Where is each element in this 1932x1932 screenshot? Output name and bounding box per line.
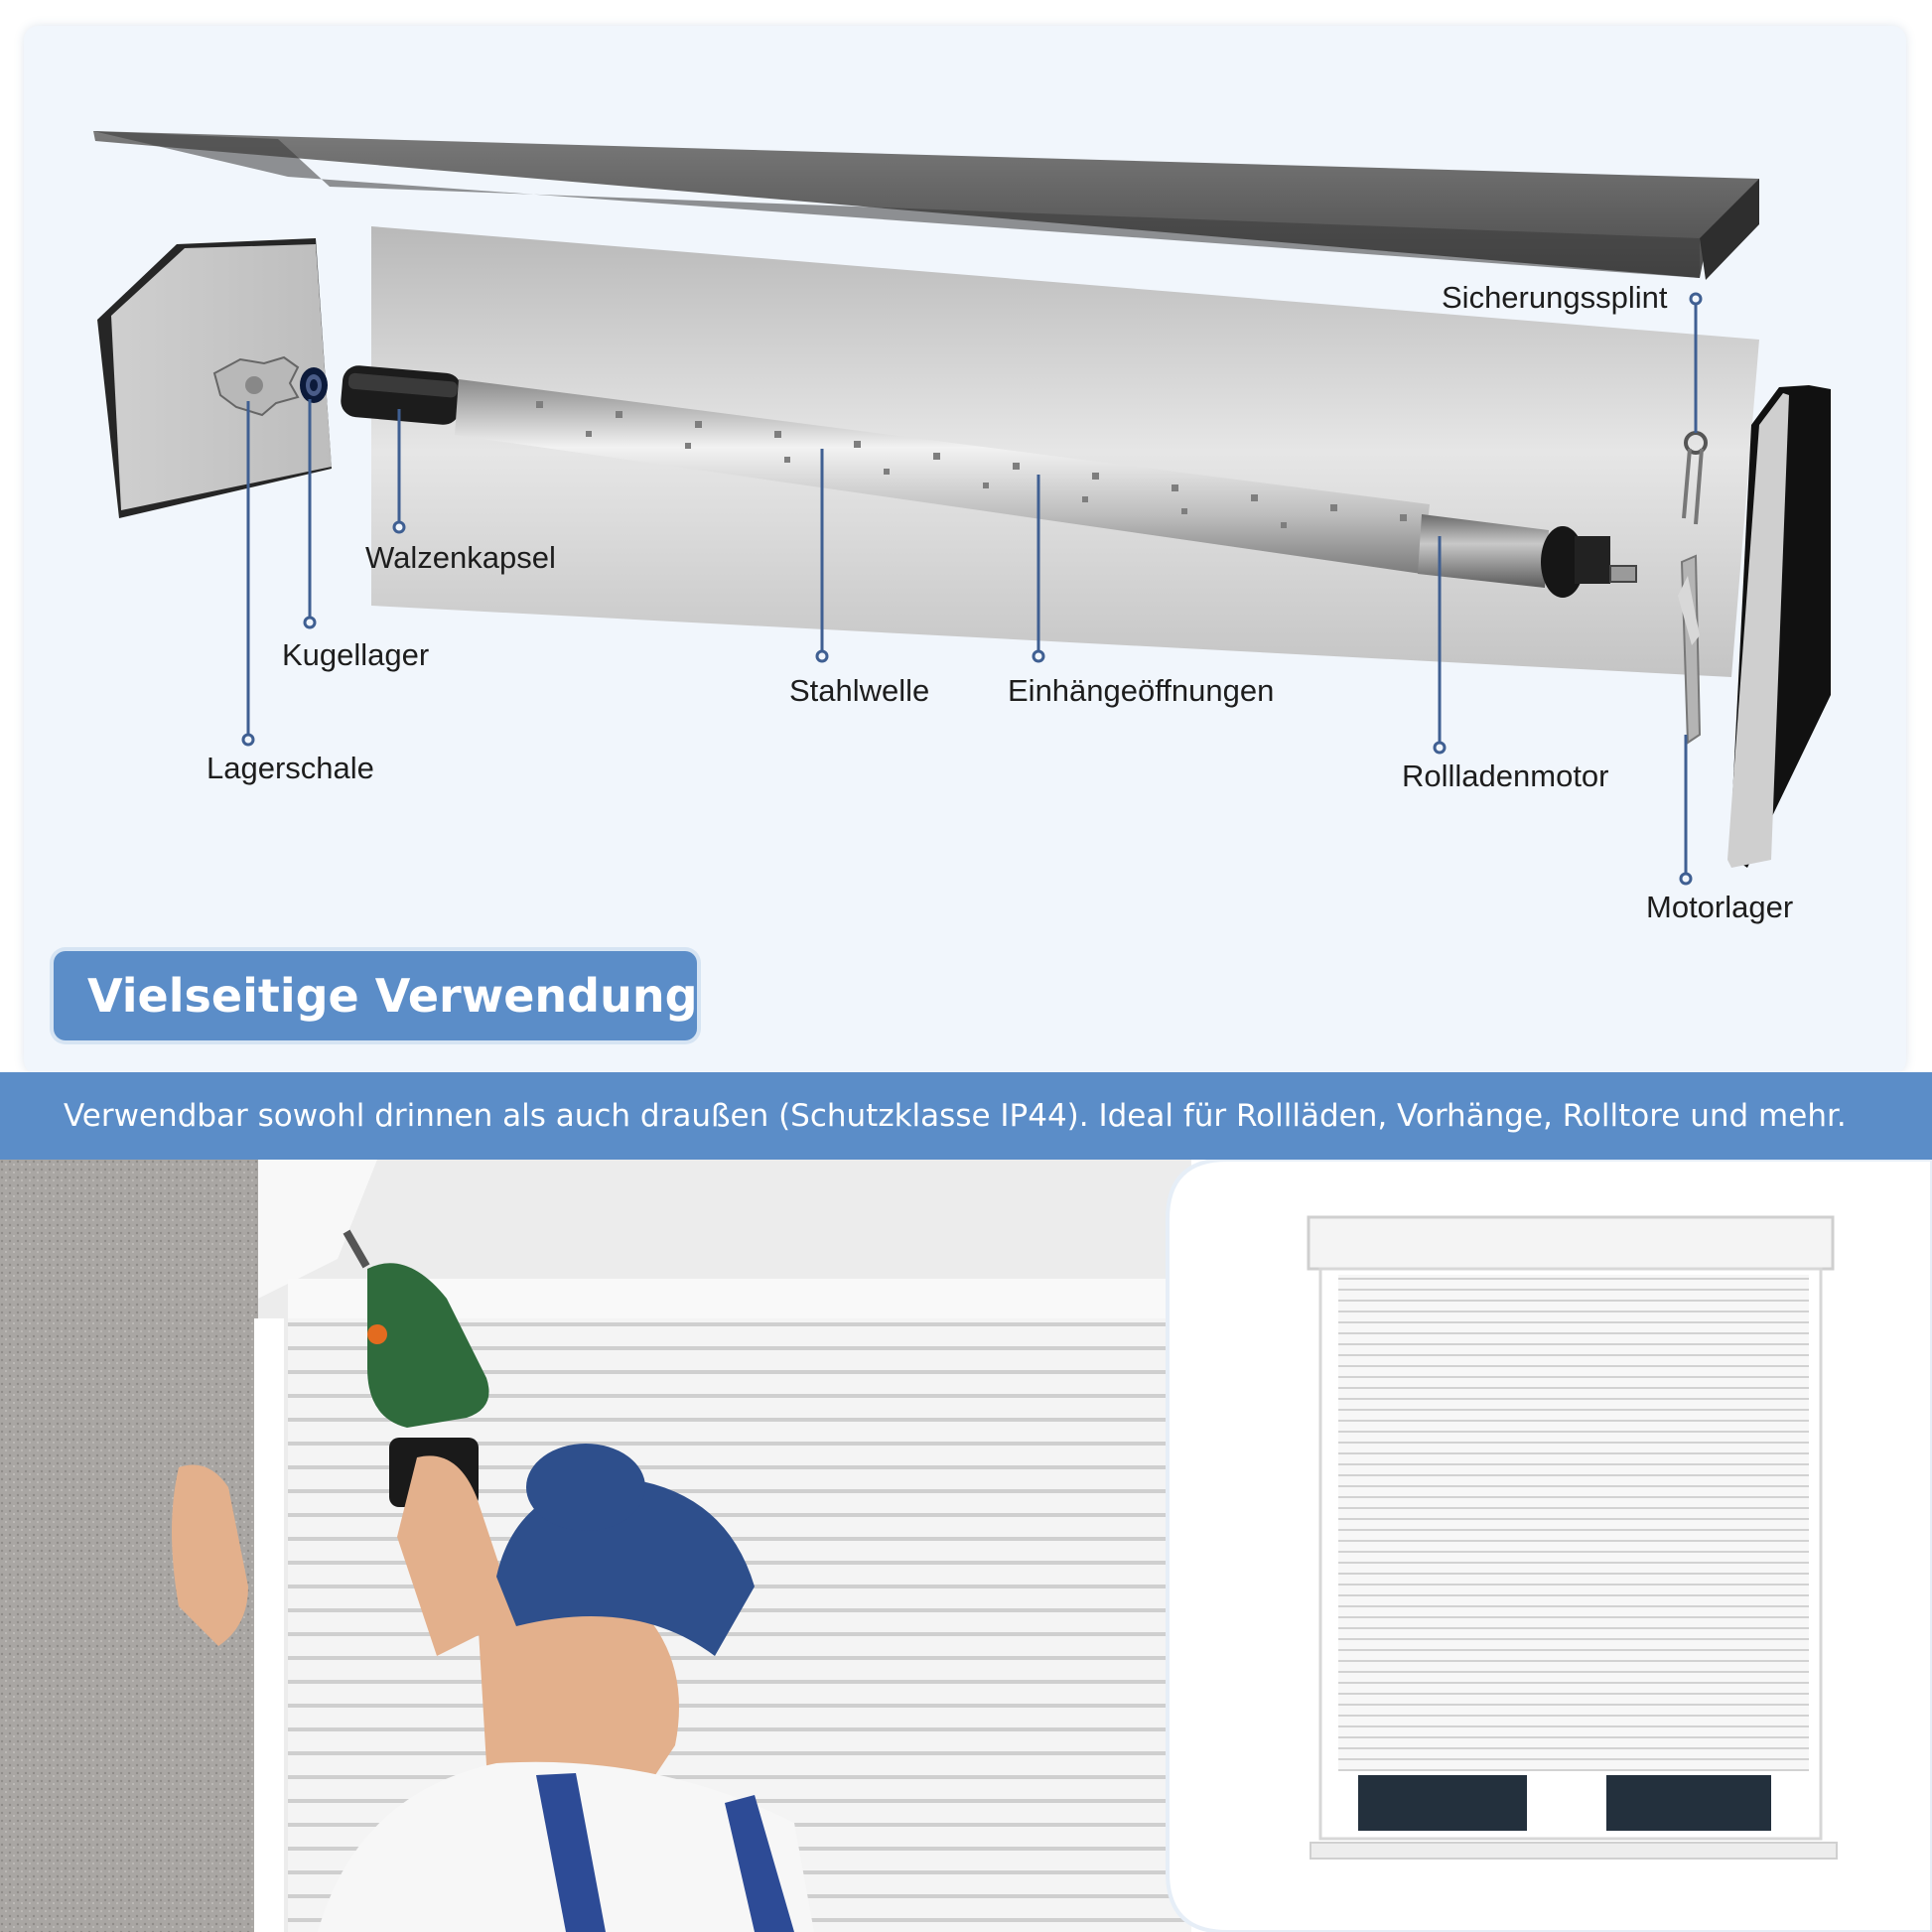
label-einhaengeoeffnungen: Einhängeöffnungen [1008, 673, 1275, 708]
product-photo [1168, 1160, 1932, 1932]
roller-cap-part [340, 364, 463, 426]
label-sicherungssplint: Sicherungssplint [1442, 280, 1668, 315]
photo-section [0, 1160, 1932, 1932]
label-stahlwelle: Stahlwelle [789, 673, 930, 708]
label-kugellager: Kugellager [282, 637, 430, 672]
label-lagerschale: Lagerschale [207, 751, 374, 785]
window-with-shutter [1309, 1217, 1837, 1859]
top-cover [93, 131, 1759, 280]
headline-text: Vielseitige Verwendung [87, 969, 698, 1023]
left-end-plate [97, 238, 332, 518]
banner-text: Verwendbar sowohl drinnen als auch draußen (Schutzklasse IP44). Ideal für Rollläden, Vorhänge, Rolltore und mehr. [64, 1098, 1847, 1134]
headline-badge [54, 951, 697, 1040]
label-walzenkapsel: Walzenkapsel [365, 540, 556, 575]
label-rollladenmotor: Rollladenmotor [1402, 759, 1609, 793]
info-banner [0, 1072, 1932, 1160]
label-motorlager: Motorlager [1646, 890, 1794, 924]
ball-bearing-part [300, 367, 328, 403]
installation-photo [0, 1160, 1191, 1932]
